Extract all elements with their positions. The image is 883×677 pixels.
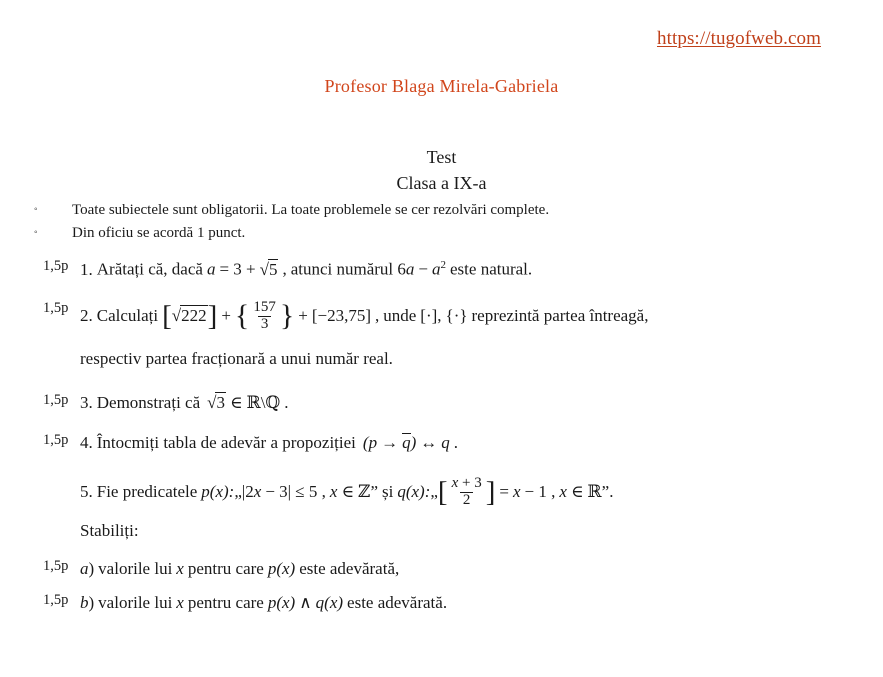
document-title: Test: [426, 147, 457, 167]
points-label-a: 1,5p: [43, 558, 69, 574]
problem-2-body: [80, 300, 883, 334]
problem-1-radicand: 5: [268, 259, 278, 279]
problem-2-text-after: reprezintă partea întreagă,: [471, 306, 649, 326]
problem-2-line2: respectiv partea fracționară a unui număr real.: [80, 349, 393, 368]
problem-4-period: .: [453, 433, 458, 452]
problem-row-b: [0, 592, 883, 626]
stabiliti-label: Stabiliți:: [80, 521, 139, 540]
problem-a-var-x: x: [176, 559, 184, 578]
problem-4-implies: →: [381, 433, 399, 452]
problem-1-text-after: este natural.: [450, 259, 533, 279]
problem-3-number: 3.: [80, 393, 93, 412]
problem-row-5: [0, 476, 883, 520]
problem-4-close-paren: ): [410, 433, 417, 452]
fraction-num-rest: + 3: [462, 475, 482, 491]
problem-1-var-a: a: [206, 259, 216, 279]
problem-5-conj: și: [382, 482, 394, 502]
problem-1-var-a2: a: [405, 259, 415, 279]
problem-a-text-1: valorile lui: [98, 559, 173, 578]
title-block: [0, 145, 883, 196]
problem-2-notation2: {·}: [445, 306, 468, 326]
list-item: [34, 199, 834, 222]
problem-5-p-var: x: [253, 482, 262, 502]
problem-4-var-q-negated: q: [402, 433, 411, 452]
problem-b-label: b: [80, 593, 89, 612]
problem-1-equals: = 3 +: [219, 259, 256, 279]
problem-4-text-before: Întocmiți tabla de adevăr a propoziției: [96, 433, 356, 452]
problem-1-exponent: 2: [440, 259, 447, 271]
problem-b-p-args: (x): [276, 593, 296, 612]
problem-row-3: [0, 392, 883, 432]
problem-1-var-a3: a: [432, 259, 441, 279]
problem-1-text-before: Arătați că, dacă: [96, 259, 203, 279]
problem-row-1: [0, 258, 883, 300]
problem-3-belongs: ∈: [229, 393, 243, 412]
points-label-3: 1,5p: [43, 392, 69, 408]
problem-2-bracket-close: ]: [365, 306, 371, 326]
problem-5-p-set: ℤ: [358, 482, 371, 503]
problem-5-q-quote-open: „: [430, 482, 438, 502]
problem-5-quote-open: „: [234, 482, 242, 502]
problem-5-number: 5.: [80, 482, 93, 502]
radical-sign-icon: √: [259, 259, 269, 279]
problem-5-p-expr-1: |2: [241, 482, 254, 502]
left-bracket-icon: [: [162, 299, 172, 332]
points-label-b: 1,5p: [43, 592, 69, 608]
problem-5-var-p: p: [201, 482, 210, 502]
left-bracket-icon: [: [437, 475, 448, 508]
problem-5-q-set: ℝ: [587, 482, 602, 503]
right-bracket-icon: ]: [485, 475, 496, 508]
problem-1-number: 1.: [80, 259, 93, 279]
sqrt-expression-3: [207, 393, 226, 413]
author-name: Profesor Blaga Mirela-Gabriela: [324, 76, 559, 96]
problem-a-body: [80, 558, 883, 579]
problem-3-body: [80, 392, 883, 413]
points-label-2: 1,5p: [43, 300, 69, 316]
problem-4-number: 4.: [80, 433, 93, 452]
problem-b-var-x: x: [176, 593, 184, 612]
problem-4-open-paren: (: [362, 433, 369, 452]
site-url-link[interactable]: https://tugofweb.com: [656, 28, 821, 49]
problem-2-number: 2.: [80, 306, 93, 326]
list-item: [34, 222, 834, 245]
problem-row-stabiliti: [0, 520, 883, 558]
problem-5-q-rhs-rest: − 1 ,: [524, 482, 556, 502]
problem-2-bracket-value: −23,75: [317, 306, 366, 326]
problem-2-unde: unde: [383, 306, 417, 326]
problem-2-plus2: +: [298, 306, 308, 326]
bullet-circle-icon: ◦: [34, 204, 38, 215]
problem-5-p-var2: x: [329, 482, 338, 502]
problem-2-plus1: +: [221, 306, 231, 326]
fraction-numerator: 157: [253, 299, 276, 315]
problem-5-p-expr-2: − 3| ≤ 5 ,: [265, 482, 326, 502]
problem-5-quote-close: ”: [370, 482, 378, 502]
problems-list: [0, 258, 883, 626]
problem-5-q-rhs-var: x: [513, 482, 521, 502]
site-link-row: [657, 28, 821, 50]
rule-text: Din oficiu se acordă 1 punct.: [72, 224, 246, 241]
problem-row-2-continued: [0, 348, 883, 392]
fraction-num-var: x: [451, 475, 459, 491]
problem-4-var-q: q: [441, 433, 450, 452]
problem-5-q-belongs: ∈: [570, 482, 584, 502]
fraction-x-plus-3-over-2: [449, 476, 485, 509]
radical-sign-icon: √: [171, 306, 182, 326]
problem-4-var-p: p: [368, 433, 378, 452]
problem-a-p-args: (x): [276, 559, 296, 578]
problem-b-text-3: este adevărată.: [347, 593, 448, 612]
problem-b-body: [80, 592, 883, 613]
problem-a-text-3: este adevărată,: [299, 559, 400, 578]
left-brace-icon: {: [234, 298, 250, 332]
author-row: [0, 76, 883, 97]
fraction-157-3: [250, 300, 279, 333]
problem-3-set-q: ℚ: [265, 393, 281, 413]
problem-b-text-2: pentru care: [187, 593, 264, 612]
problem-5-var-q: q: [397, 482, 406, 502]
problem-1-body: [80, 258, 883, 280]
problem-b-var-p: p: [267, 593, 277, 612]
problem-4-body: [80, 432, 883, 453]
problem-5-q-args: (x):: [405, 482, 431, 502]
problem-a-label: a: [80, 559, 89, 578]
fraction-denominator: 2: [460, 492, 474, 509]
problem-5-p-args: (x):: [209, 482, 235, 502]
problem-2-radicand: 222: [181, 306, 207, 326]
sqrt-expression: [260, 260, 279, 280]
problem-4-iff: ↔: [420, 433, 438, 452]
problem-5-body: [80, 476, 883, 510]
problem-b-var-q: q: [315, 593, 325, 612]
bullet-circle-icon: ◦: [34, 226, 38, 238]
problem-3-period: .: [284, 393, 289, 412]
problem-b-and-symbol: ∧: [299, 593, 312, 612]
problem-2-notation1: [·],: [420, 306, 442, 326]
problem-1-text-mid: atunci numărul 6: [290, 259, 406, 279]
right-bracket-icon: ]: [207, 299, 218, 332]
rule-text: Toate subiectele sunt obligatorii. La toate problemele se cer rezolvări complete.: [72, 202, 550, 218]
problem-5-text-before: Fie predicatele: [96, 482, 198, 502]
problem-a-paren: ): [88, 559, 95, 578]
problem-3-text-before: Demonstrați că: [96, 393, 201, 412]
problem-a-var-p: p: [267, 559, 277, 578]
fraction-denominator: 3: [258, 316, 272, 333]
problem-1-minus: −: [418, 259, 429, 279]
document-subtitle: Clasa a IX-a: [396, 172, 487, 193]
problem-b-text-1: valorile lui: [98, 593, 173, 612]
problem-row-2: [0, 300, 883, 348]
problem-row-4: [0, 432, 883, 476]
problem-5-q-quote-close: ”.: [601, 482, 614, 502]
rules-list: [34, 199, 834, 245]
problem-5-q-equals: =: [499, 482, 509, 502]
problem-b-q-args: (x): [324, 593, 344, 612]
problem-3-setminus: \: [260, 393, 266, 412]
radical-sign-icon: √: [207, 393, 217, 412]
problem-a-text-2: pentru care: [187, 559, 264, 578]
sqrt-expression-2: [172, 306, 208, 326]
problem-2-text-before: Calculați: [96, 306, 159, 326]
points-label-1: 1,5p: [43, 258, 69, 274]
points-label-4: 1,5p: [43, 432, 69, 448]
right-brace-icon: }: [279, 298, 295, 332]
problem-5-q-var2: x: [559, 482, 567, 502]
problem-2-bracket-open: [: [311, 306, 318, 326]
problem-2-comma: ,: [375, 306, 380, 326]
problem-1-comma: ,: [282, 259, 287, 279]
problem-3-radicand: 3: [216, 393, 225, 412]
problem-b-paren: ): [88, 593, 95, 612]
problem-3-set-r: ℝ: [246, 393, 261, 413]
problem-5-p-belongs: ∈: [341, 482, 355, 502]
fraction-numerator: [449, 476, 485, 492]
problem-row-a: [0, 558, 883, 592]
